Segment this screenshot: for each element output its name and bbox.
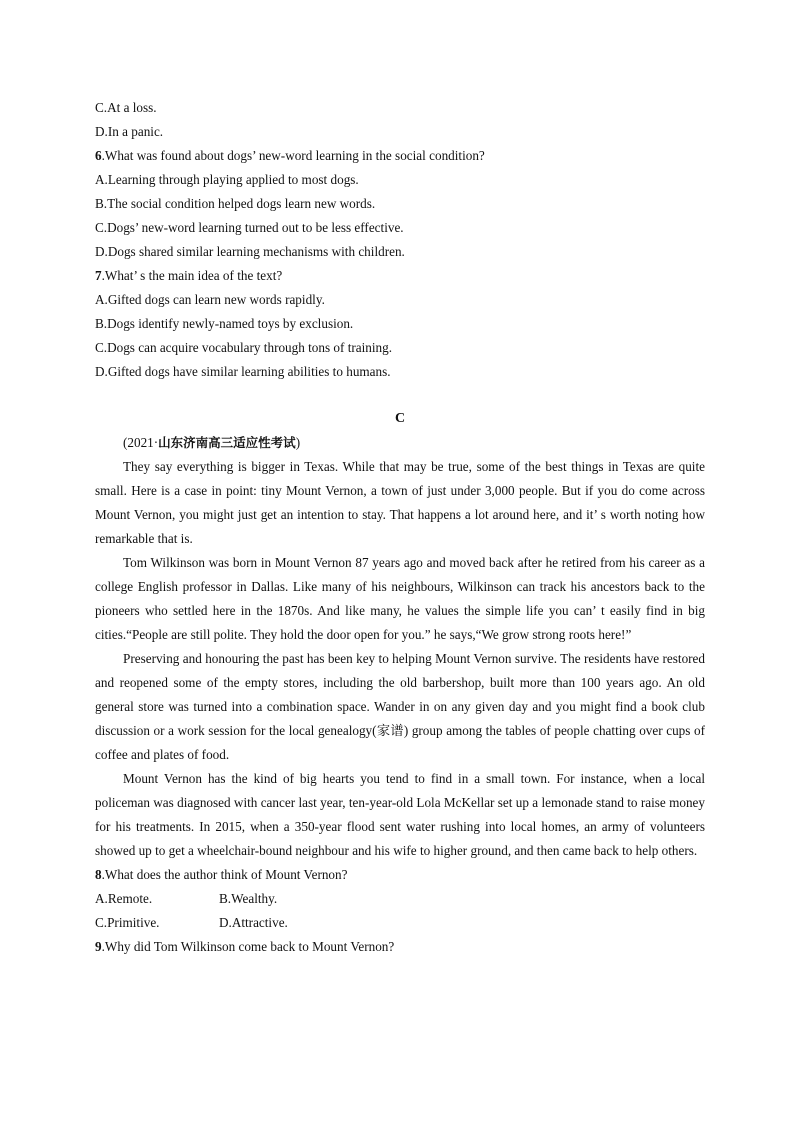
q7-stem-text: .What’ s the main idea of the text? — [101, 268, 283, 283]
q6-stem-text: .What was found about dogs’ new-word learning in the social condition? — [101, 148, 485, 163]
q7-stem — [95, 264, 705, 288]
q9-stem — [95, 935, 705, 959]
q6-option-a: A.Learning through playing applied to most dogs. — [95, 172, 359, 187]
q8-option-a: A.Remote. — [95, 891, 153, 906]
q7-option-a: A.Gifted dogs can learn new words rapidly. — [95, 292, 325, 307]
passage-paragraph-3: Preserving and honouring the past has been key to helping Mount Vernon survive. The residents have restored and reopened some of the empty stores, including the old barbershop, built more than 100 years ago. An old general store was turned into a combination space. Wander in on any given day and you might find a book club discussion or a work session for the local genealogy(家谱) group among the tables of people chatting over cups of coffee and plates of food. — [95, 651, 705, 762]
q6-stem — [95, 144, 705, 168]
q8-options-row-1 — [95, 887, 705, 911]
q8-option-c: C.Primitive. — [95, 915, 160, 930]
q7-number: 7 — [95, 268, 102, 283]
q5-option-c: C.At a loss. — [95, 100, 157, 115]
passage-paragraph-2: Tom Wilkinson was born in Mount Vernon 87 years ago and moved back after he retired from his career as a college English professor in Dallas. Like many of his neighbours, Wilkinson can track his ancestors back to the pioneers who settled here in the 1870s. And like many, he values the simple life you can’ t easily find in big cities.“People are still polite. They hold the door open for you.” he says,“We grow strong roots here!” — [95, 555, 705, 642]
passage-c-heading: C — [394, 411, 406, 426]
passage-paragraph-4: Mount Vernon has the kind of big hearts you tend to find in a small town. For instance, when a local policeman was diagnosed with cancer last year, ten-year-old Lola McKellar set up a lemonade stand to raise money for his treatments. In 2015, when a 350-year flood sent water rushing into local homes, an army of volunteers showed up to get a wheelchair-bound neighbour and his wife to higher ground, and then came back to help others. — [95, 771, 705, 858]
passage-c-source — [95, 431, 705, 455]
q8-stem-text: .What does the author think of Mount Vernon? — [101, 867, 348, 882]
q6-option-d: D.Dogs shared similar learning mechanisms with children. — [95, 244, 405, 259]
source-prefix: (2021· — [123, 435, 159, 450]
q8-options-row-2 — [95, 911, 705, 935]
q8-option-d: D.Attractive. — [219, 915, 288, 930]
q6-option-c: C.Dogs’ new-word learning turned out to be less effective. — [95, 220, 404, 235]
q7-option-c: C.Dogs can acquire vocabulary through tons of training. — [95, 340, 393, 355]
source-chinese: 山东济南高三适应性考试 — [158, 435, 296, 450]
q9-stem-text: .Why did Tom Wilkinson come back to Mount Vernon? — [101, 939, 395, 954]
q8-number: 8 — [95, 867, 102, 882]
q7-option-b: B.Dogs identify newly-named toys by exclusion. — [95, 316, 354, 331]
q8-option-b: B.Wealthy. — [219, 891, 278, 906]
q6-number: 6 — [95, 148, 102, 163]
q6-option-b: B.The social condition helped dogs learn new words. — [95, 196, 376, 211]
passage-c-body — [95, 455, 705, 863]
q7-option-d: D.Gifted dogs have similar learning abilities to humans. — [95, 364, 391, 379]
q9-number: 9 — [95, 939, 102, 954]
document-page — [95, 96, 705, 959]
q8-stem — [95, 863, 705, 887]
passage-paragraph-1: They say everything is bigger in Texas. While that may be true, some of the best things in Texas are quite small. Here is a case in point: tiny Mount Vernon, a town of just under 3,000 people. But if you do come across Mount Vernon, you might just get an intention to stay. That happens a lot around here, and it’ s worth noting how remarkable that is. — [95, 459, 705, 546]
q5-option-d: D.In a panic. — [95, 124, 164, 139]
source-suffix: ) — [295, 435, 301, 450]
